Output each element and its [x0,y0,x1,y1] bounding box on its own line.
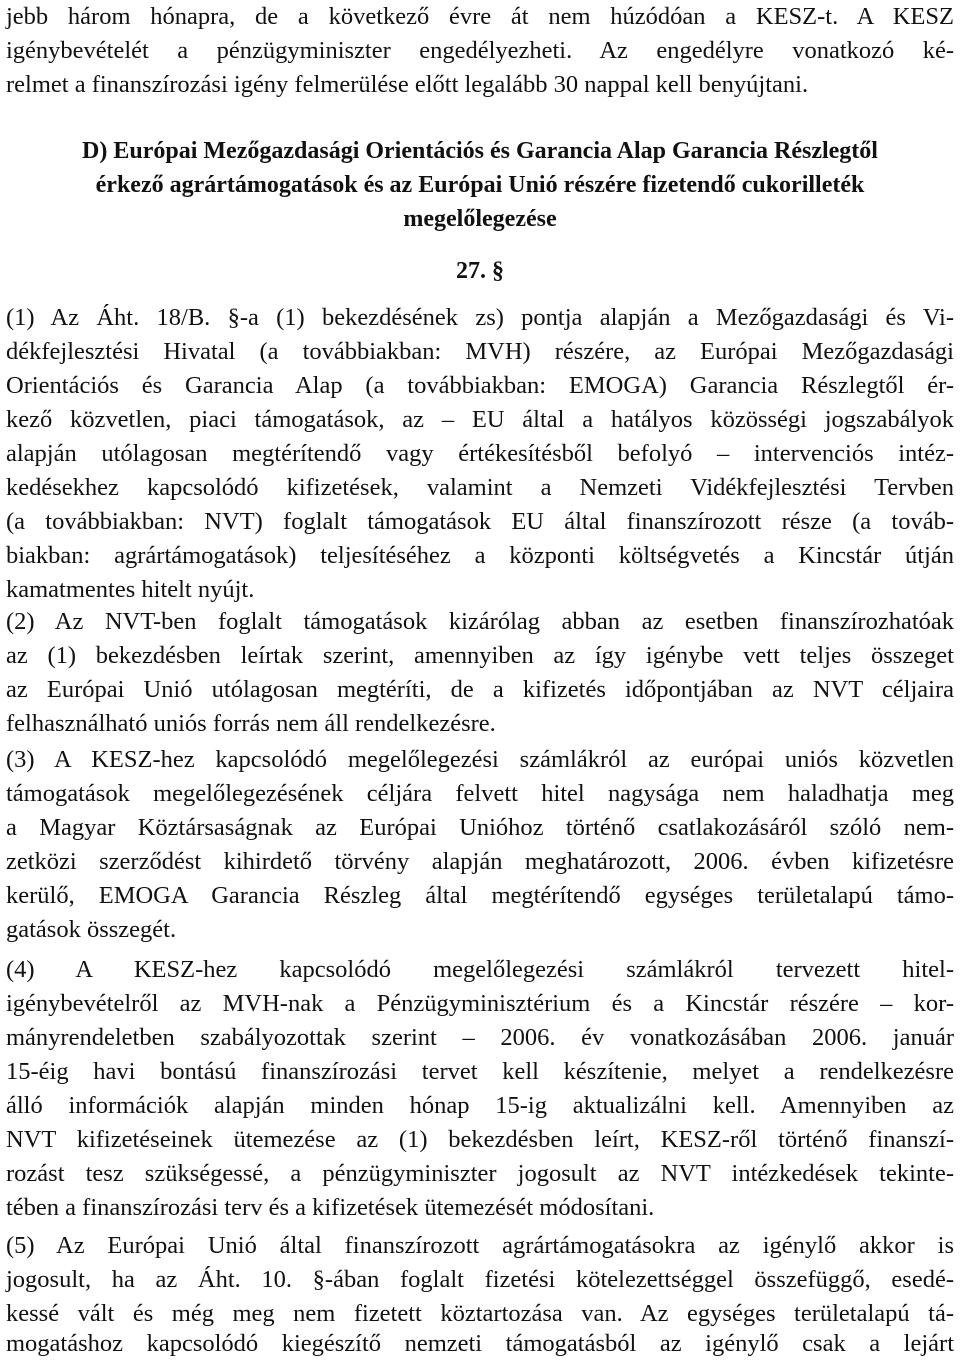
text-line: zetközi szerződést kihirdető törvény alapján meghatározott, 2006. évben kifizetésre [6,848,954,875]
text-line: kamatmentes hitelt nyújt. [6,576,255,603]
text-line: relmet a finanszírozási igény felmerülése előtt legalább 30 nappal kell benyújtani. [6,71,809,98]
text-line: alapján utólagosan megtérítendő vagy értékesítésből befolyó – intervenciós intéz- [6,440,954,467]
text-line: mogatáshoz kapcsolódó kiegészítő nemzeti támogatásból az igénylő csak a lejárt [6,1330,954,1357]
text-line: biakban: agrártámogatások) teljesítéséhez a központi költségvetés a Kincstár útján [6,542,954,569]
text-line: (5) Az Európai Unió által finanszírozott agrártámogatásokra az igénylő akkor is [6,1232,954,1259]
text-line: kező közvetlen, piaci támogatások, az – EU által a hatályos közösségi jogszabályok [6,406,954,433]
text-line: kessé vált és még meg nem fizetett köztartozása van. Az egységes területalapú tá- [6,1300,954,1327]
text-line: igénybevételét a pénzügyminiszter engedélyezheti. Az engedélyre vonatkozó ké- [6,37,954,64]
text-line: álló információk alapján minden hónap 15-ig aktualizálni kell. Amennyiben az [6,1092,954,1119]
text-line: tében a finanszírozási terv és a kifizetések ütemezését módosítani. [6,1194,655,1221]
article-number: 27. § [456,258,504,284]
text-line: (2) Az NVT-ben foglalt támogatások kizárólag abban az esetben finanszírozhatóak [6,608,954,635]
text-line: NVT kifizetéseinek ütemezése az (1) bekezdésben leírt, KESZ-ről történő finanszí- [6,1126,954,1153]
text-line: kedésekhez kapcsolódó kifizetések, valamint a Nemzeti Vidékfejlesztési Tervben [6,474,954,501]
heading-line: érkező agrártámogatások és az Európai Unió részére fizetendő cukorilleték [95,172,865,198]
heading-line: D) Európai Mezőgazdasági Orientációs és Garancia Alap Garancia Részlegtől [82,138,878,164]
text-line: igénybevételről az MVH-nak a Pénzügyminisztérium és a Kincstár részére – kor- [6,990,954,1017]
text-line: kerülő, EMOGA Garancia Részleg által megtérítendő egységes területalapú támo- [6,882,954,909]
text-line: felhasználható uniós forrás nem áll rendelkezésre. [6,710,496,737]
text-line: mányrendeletben szabályozottak szerint – 2006. év vonatkozásában 2006. január [6,1024,954,1051]
text-line: jogosult, ha az Áht. 10. §-ában foglalt fizetési kötelezettséggel összefüggő, esedé- [6,1266,954,1293]
text-line: az (1) bekezdésben leírtak szerint, amennyiben az így igénybe vett teljes összeget [6,642,954,669]
text-line: rozást tesz szükségessé, a pénzügyminiszter jogosult az NVT intézkedések tekinte- [6,1160,954,1187]
text-line: az Európai Unió utólagosan megtéríti, de a kifizetés időpontjában az NVT céljaira [6,676,954,703]
text-line: a Magyar Köztársaságnak az Európai Unióhoz történő csatlakozásáról szóló nem- [6,814,954,841]
text-line: támogatások megelőlegezésének céljára felvett hitel nagysága nem haladhatja meg [6,780,954,807]
text-line: jebb három hónapra, de a következő évre át nem húzódóan a KESZ-t. A KESZ [6,3,954,30]
text-line: (3) A KESZ-hez kapcsolódó megelőlegezési számlákról az európai uniós közvetlen [6,746,954,773]
text-line: (a továbbiakban: NVT) foglalt támogatások EU által finanszírozott része (a továb- [6,508,954,535]
text-line: (4) A KESZ-hez kapcsolódó megelőlegezési számlákról tervezett hitel- [6,956,954,983]
text-line: 15-éig havi bontású finanszírozási tervet kell készítenie, melyet a rendelkezésre [6,1058,954,1085]
heading-line: megelőlegezése [403,206,557,232]
text-line: gatások összegét. [6,916,177,943]
text-line: (1) Az Áht. 18/B. §-a (1) bekezdésének zs) pontja alapján a Mezőgazdasági és Vi- [6,304,954,331]
text-line: dékfejlesztési Hivatal (a továbbiakban: MVH) részére, az Európai Mezőgazdasági [6,338,954,365]
text-line: Orientációs és Garancia Alap (a továbbiakban: EMOGA) Garancia Részlegtől ér- [6,372,954,399]
